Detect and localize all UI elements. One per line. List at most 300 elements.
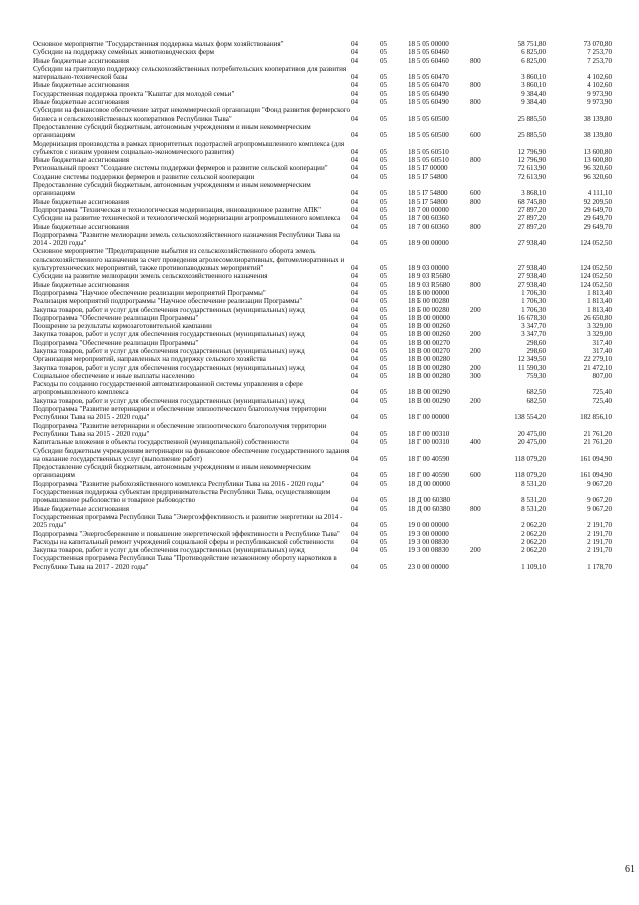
row-target-code: 18 Г 00 00310 <box>408 429 450 438</box>
row-subsection: 05 <box>380 48 388 57</box>
row-subsection: 05 <box>380 313 388 322</box>
row-amount-2021: 96 320,60 <box>583 172 612 181</box>
row-expense-type: 200 <box>470 330 481 339</box>
row-section: 04 <box>351 197 359 206</box>
row-amount-2021: 2 191,70 <box>587 529 612 538</box>
row-expense-type: 800 <box>470 280 481 289</box>
row-name: Создание системы поддержки фермеров и развитие сельской кооперации <box>33 172 255 181</box>
row-amount-2020: 27 938,40 <box>517 272 546 281</box>
row-name: Субсидии бюджетным учреждениям ветеринарии на финансовое обеспечение государственного задания на оказание государственных услуг (выполнение работ) <box>33 446 350 463</box>
row-expense-type <box>470 272 498 280</box>
row-target-code: 18 7 00 00000 <box>408 205 449 214</box>
row-amount-2020: 27 897,20 <box>517 214 546 223</box>
row-name: Подпрограмма "Техническая и технологическая модернизация, инновационное развитие АПК" <box>33 205 322 214</box>
table-row <box>33 505 612 513</box>
row-section: 04 <box>351 546 359 555</box>
row-amount-2021: 96 320,60 <box>583 164 612 173</box>
row-name: Иные бюджетные ассигнования <box>33 98 130 107</box>
row-amount-2021: 124 052,50 <box>580 272 612 281</box>
table-row <box>33 530 612 538</box>
row-amount-2020: 6 825,00 <box>521 56 546 65</box>
row-section: 04 <box>351 297 359 306</box>
row-amount-2021: 38 139,80 <box>583 131 612 140</box>
row-amount-2020: 9 384,40 <box>521 98 546 107</box>
row-subsection: 05 <box>380 396 388 405</box>
row-section: 04 <box>351 48 359 57</box>
row-expense-type <box>470 405 498 422</box>
table-row <box>33 123 612 140</box>
row-target-code: 19 3 00 00000 <box>408 529 449 538</box>
row-name: Иные бюджетные ассигнования <box>33 280 130 289</box>
row-subsection: 05 <box>380 131 388 140</box>
row-expense-type: 300 <box>470 371 481 380</box>
row-target-code: 18 В 00 00000 <box>408 313 450 322</box>
row-name: Подпрограмма "Развитие мелиорации земель сельскохозяйственного назначения Республики Тыва на 2014 - 2020 годы" <box>33 230 341 248</box>
table-row <box>33 140 612 157</box>
row-expense-type: 600 <box>470 471 481 480</box>
row-section: 04 <box>351 156 359 165</box>
row-target-code: 18 В 00 00260 <box>408 322 450 331</box>
row-section: 04 <box>351 479 359 488</box>
row-subsection: 05 <box>380 214 388 223</box>
row-expense-type: 400 <box>470 438 481 447</box>
row-amount-2021: 9 067,20 <box>587 479 612 488</box>
row-expense-type: 600 <box>470 189 481 198</box>
row-section: 04 <box>351 81 359 90</box>
row-target-code: 18 Б 00 00280 <box>408 305 450 314</box>
row-amount-2021: 725,40 <box>592 396 612 405</box>
table-row <box>33 106 612 123</box>
row-target-code: 18 В 00 00290 <box>408 388 450 397</box>
row-amount-2021: 725,40 <box>592 388 612 397</box>
row-section: 04 <box>351 189 359 198</box>
row-section: 04 <box>351 172 359 181</box>
row-amount-2021: 1 178,70 <box>587 562 612 571</box>
row-target-code: 18 Б 00 00000 <box>408 288 450 297</box>
row-expense-type <box>470 530 498 538</box>
row-name: Субсидии на развитие технической и технологической модернизации агропромышленного комплекса <box>33 214 341 223</box>
row-amount-2020: 3 347,70 <box>521 322 546 331</box>
row-amount-2020: 9 384,40 <box>521 89 546 98</box>
row-subsection: 05 <box>380 164 388 173</box>
table-row <box>33 339 612 347</box>
row-subsection: 05 <box>380 496 388 505</box>
table-row <box>33 546 612 554</box>
row-target-code: 18 В 00 00260 <box>408 330 450 339</box>
row-subsection: 05 <box>380 73 388 82</box>
row-section: 04 <box>351 396 359 405</box>
row-target-code: 18 Д 00 00000 <box>408 479 451 488</box>
row-name: Закупка товаров, работ и услуг для обеспечения государственных (муниципальных) нужд <box>33 363 305 372</box>
table-row <box>33 98 612 106</box>
table-row <box>33 40 612 48</box>
row-name: Субсидии на поддержку семейных животноводческих ферм <box>33 48 215 57</box>
row-subsection: 05 <box>380 537 388 546</box>
row-target-code: 18 9 03 R5680 <box>408 272 450 281</box>
row-target-code: 18 9 03 R5680 <box>408 280 450 289</box>
row-subsection: 05 <box>380 239 388 248</box>
row-expense-type <box>470 488 498 505</box>
row-amount-2020: 20 475,00 <box>517 429 546 438</box>
table-row <box>33 422 612 439</box>
table-row <box>33 330 612 338</box>
row-expense-type <box>470 231 498 248</box>
table-row <box>33 372 612 380</box>
row-target-code: 18 В 00 00280 <box>408 355 450 364</box>
row-expense-type <box>470 90 498 98</box>
row-amount-2020: 8 531,20 <box>521 504 546 513</box>
row-amount-2021: 29 649,70 <box>583 214 612 223</box>
row-expense-type <box>470 538 498 546</box>
row-amount-2021: 4 102,60 <box>587 81 612 90</box>
row-subsection: 05 <box>380 280 388 289</box>
row-name: Закупка товаров, работ и услуг для обеспечения государственных (муниципальных) нужд <box>33 546 305 555</box>
row-amount-2021: 29 649,70 <box>583 222 612 231</box>
row-target-code: 18 5 05 60510 <box>408 156 449 165</box>
row-expense-type <box>470 214 498 222</box>
row-amount-2021: 29 649,70 <box>583 205 612 214</box>
row-amount-2020: 3 860,10 <box>521 81 546 90</box>
row-section: 04 <box>351 471 359 480</box>
row-target-code: 18 5 I7 54800 <box>408 189 448 198</box>
row-section: 04 <box>351 305 359 314</box>
row-amount-2021: 7 253,70 <box>587 56 612 65</box>
row-amount-2020: 1 109,10 <box>521 562 546 571</box>
row-subsection: 05 <box>380 147 388 156</box>
row-subsection: 05 <box>380 81 388 90</box>
row-amount-2021: 124 052,50 <box>580 239 612 248</box>
row-target-code: 18 5 05 60490 <box>408 98 449 107</box>
table-row <box>33 272 612 280</box>
row-target-code: 18 5 05 00000 <box>408 40 449 48</box>
row-expense-type: 200 <box>470 396 481 405</box>
table-row <box>33 297 612 305</box>
row-name: Закупка товаров, работ и услуг для обеспечения государственных (муниципальных) нужд <box>33 396 305 405</box>
row-expense-type: 800 <box>470 156 481 165</box>
row-amount-2021: 2 191,70 <box>587 537 612 546</box>
row-expense-type <box>470 40 498 48</box>
row-expense-type <box>470 140 498 157</box>
row-name: Подпрограмма "Научное обеспечение реализации мероприятий Программы" <box>33 288 266 297</box>
table-row <box>33 513 612 530</box>
row-section: 04 <box>351 147 359 156</box>
row-subsection: 05 <box>380 222 388 231</box>
row-amount-2021: 317,40 <box>592 346 612 355</box>
row-amount-2021: 38 139,80 <box>583 114 612 123</box>
row-expense-type <box>470 48 498 56</box>
row-name: Поощрение за результаты кормозаготовительной кампании <box>33 322 212 331</box>
row-name: Иные бюджетные ассигнования <box>33 504 130 513</box>
row-name: Иные бюджетные ассигнования <box>33 222 130 231</box>
row-amount-2021: 21 761,20 <box>583 429 612 438</box>
row-amount-2020: 25 885,50 <box>517 114 546 123</box>
row-subsection: 05 <box>380 40 388 48</box>
row-amount-2020: 68 745,80 <box>517 197 546 206</box>
row-subsection: 05 <box>380 330 388 339</box>
row-expense-type: 200 <box>470 346 481 355</box>
row-amount-2021: 9 067,20 <box>587 504 612 513</box>
row-amount-2021: 26 650,80 <box>583 313 612 322</box>
row-name: Иные бюджетные ассигнования <box>33 156 130 165</box>
row-subsection: 05 <box>380 346 388 355</box>
row-subsection: 05 <box>380 288 388 297</box>
row-target-code: 18 Г 00 40590 <box>408 454 450 463</box>
row-section: 04 <box>351 288 359 297</box>
table-row <box>33 554 612 571</box>
row-name: Закупка товаров, работ и услуг для обеспечения государственных (муниципальных) нужд <box>33 330 305 339</box>
row-amount-2021: 9 973,90 <box>587 98 612 107</box>
row-amount-2021: 2 191,70 <box>587 521 612 530</box>
row-amount-2020: 8 531,20 <box>521 479 546 488</box>
row-name: Предоставление субсидий бюджетным, автономным учреждениям и иным некоммерческим организациям <box>33 122 311 140</box>
row-expense-type <box>470 355 498 363</box>
row-section: 04 <box>351 272 359 281</box>
row-target-code: 18 5 05 60500 <box>408 114 449 123</box>
row-amount-2020: 12 796,90 <box>517 156 546 165</box>
table-row <box>33 538 612 546</box>
row-expense-type: 600 <box>470 131 481 140</box>
row-section: 04 <box>351 313 359 322</box>
row-section: 04 <box>351 322 359 331</box>
table-row <box>33 164 612 172</box>
row-target-code: 18 В 00 00290 <box>408 396 450 405</box>
row-subsection: 05 <box>380 297 388 306</box>
row-name: Региональный проект "Создание системы поддержки фермеров и развитие сельской кооперации" <box>33 164 328 173</box>
table-row <box>33 306 612 314</box>
row-amount-2020: 118 079,20 <box>514 454 546 463</box>
row-amount-2021: 3 329,00 <box>587 330 612 339</box>
row-target-code: 18 В 00 00270 <box>408 338 450 347</box>
row-name: Подпрограмма "Развитие рыбохозяйственного комплекса Республики Тыва на 2016 - 2020 годы" <box>33 479 325 488</box>
row-target-code: 18 5 05 60470 <box>408 73 449 82</box>
row-amount-2020: 16 678,30 <box>517 313 546 322</box>
table-row <box>33 198 612 206</box>
row-section: 04 <box>351 454 359 463</box>
row-expense-type: 800 <box>470 504 481 513</box>
row-expense-type <box>470 513 498 530</box>
table-row <box>33 347 612 355</box>
row-name: Предоставление субсидий бюджетным, автономным учреждениям и иным некоммерческим организациям <box>33 463 311 480</box>
row-amount-2020: 6 825,00 <box>521 48 546 57</box>
row-amount-2021: 4 102,60 <box>587 73 612 82</box>
row-subsection: 05 <box>380 363 388 372</box>
row-expense-type <box>470 314 498 322</box>
row-subsection: 05 <box>380 429 388 438</box>
row-amount-2021: 73 070,80 <box>583 40 612 48</box>
row-target-code: 19 0 00 00000 <box>408 521 449 530</box>
row-target-code: 18 5 05 60470 <box>408 81 449 90</box>
row-expense-type <box>470 322 498 330</box>
table-row <box>33 81 612 89</box>
budget-table <box>33 40 612 571</box>
row-name: Государственная программа Республики Тыва "Энергоэффективность и развитие энергетики на 2014 - 2025 годы" <box>33 512 343 530</box>
row-section: 04 <box>351 214 359 223</box>
row-amount-2021: 13 600,80 <box>583 156 612 165</box>
row-target-code: 18 5 05 60490 <box>408 89 449 98</box>
page-number: 61 <box>625 864 635 875</box>
table-row <box>33 48 612 56</box>
row-amount-2020: 759,30 <box>526 371 546 380</box>
row-amount-2020: 1 706,30 <box>521 288 546 297</box>
row-subsection: 05 <box>380 197 388 206</box>
row-amount-2020: 3 347,70 <box>521 330 546 339</box>
table-row <box>33 231 612 248</box>
row-amount-2020: 12 796,90 <box>517 147 546 156</box>
row-amount-2020: 1 706,30 <box>521 305 546 314</box>
row-section: 04 <box>351 413 359 422</box>
row-target-code: 19 3 00 08830 <box>408 537 449 546</box>
row-amount-2020: 3 868,10 <box>521 189 546 198</box>
row-name: Государственная поддержка субъектам предпринимательства Республики Тыва, осуществляющим промышленное рыболовство и товарное рыбоводство <box>33 488 331 505</box>
row-section: 04 <box>351 222 359 231</box>
row-amount-2020: 58 751,80 <box>517 40 546 48</box>
row-name: Государственная программа Республики Тыва "Противодействие незаконному обороту наркотиков в Республике Тыва на 2017 - 2020 годы" <box>33 554 337 571</box>
row-expense-type <box>470 247 498 272</box>
row-name: Субсидии на финансовое обеспечение затрат некоммерческой организации "Фонд развития фермерского бизнеса и сельскохозяйственных кооперативов Республики Тыва" <box>33 106 351 123</box>
row-section: 04 <box>351 73 359 82</box>
row-subsection: 05 <box>380 264 388 273</box>
table-row <box>33 223 612 231</box>
row-amount-2020: 72 613,90 <box>517 172 546 181</box>
row-name: Иные бюджетные ассигнования <box>33 81 130 90</box>
row-amount-2020: 2 062,20 <box>521 537 546 546</box>
row-name: Подпрограмма "Развитие ветеринарии и обеспечение эпизоотического благополучия территории Республики Тыва на 2015 - 2020 годы" <box>33 421 327 438</box>
table-row <box>33 214 612 222</box>
row-amount-2020: 27 938,40 <box>517 264 546 273</box>
row-section: 04 <box>351 131 359 140</box>
row-name: Государственная поддержка проекта "Кыштаг для молодой семьи" <box>33 89 235 98</box>
row-amount-2021: 4 111,10 <box>587 189 612 198</box>
table-row <box>33 314 612 322</box>
row-target-code: 18 Г 00 00310 <box>408 438 450 447</box>
row-name: Расходы на капитальный ремонт учреждений социальной сферы и республиканской собственности <box>33 537 334 546</box>
row-subsection: 05 <box>380 562 388 571</box>
table-row <box>33 438 612 446</box>
row-expense-type: 800 <box>470 81 481 90</box>
row-amount-2021: 807,00 <box>592 371 612 380</box>
row-amount-2021: 1 813,40 <box>587 297 612 306</box>
row-amount-2021: 182 856,10 <box>580 413 612 422</box>
row-amount-2020: 8 531,20 <box>521 496 546 505</box>
row-subsection: 05 <box>380 338 388 347</box>
row-expense-type <box>470 289 498 297</box>
budget-table-body <box>33 40 612 571</box>
row-name: Реализация мероприятий подпрограммы "Научное обеспечение реализации Программы" <box>33 297 303 306</box>
row-section: 04 <box>351 355 359 364</box>
row-subsection: 05 <box>380 114 388 123</box>
row-expense-type <box>470 422 498 439</box>
row-amount-2021: 161 094,90 <box>580 454 612 463</box>
table-row <box>33 90 612 98</box>
row-subsection: 05 <box>380 529 388 538</box>
row-subsection: 05 <box>380 205 388 214</box>
row-amount-2020: 72 613,90 <box>517 164 546 173</box>
row-target-code: 18 Д 00 60380 <box>408 504 451 513</box>
row-name: Подпрограмма "Развитие ветеринарии и обеспечение эпизоотического благополучия территории Республики Тыва на 2015 - 2020 годы" <box>33 405 327 422</box>
row-target-code: 18 Г 00 00000 <box>408 413 450 422</box>
row-subsection: 05 <box>380 546 388 555</box>
table-row <box>33 397 612 405</box>
row-name: Закупка товаров, работ и услуг для обеспечения государственных (муниципальных) нужд <box>33 305 305 314</box>
row-name: Предоставление субсидий бюджетным, автономным учреждениям и иным некоммерческим организациям <box>33 181 311 198</box>
row-expense-type: 800 <box>470 56 481 65</box>
row-subsection: 05 <box>380 479 388 488</box>
table-row <box>33 322 612 330</box>
table-row <box>33 488 612 505</box>
row-amount-2021: 161 094,90 <box>580 471 612 480</box>
row-target-code: 18 5 I7 54800 <box>408 172 448 181</box>
row-amount-2020: 3 860,10 <box>521 73 546 82</box>
row-name: Организация мероприятий, направленных на поддержку сельского хозяйства <box>33 355 266 364</box>
table-row <box>33 247 612 272</box>
table-row <box>33 463 612 480</box>
row-subsection: 05 <box>380 438 388 447</box>
row-section: 04 <box>351 89 359 98</box>
row-amount-2020: 2 062,20 <box>521 529 546 538</box>
row-target-code: 18 В 00 00280 <box>408 371 450 380</box>
row-target-code: 18 Д 00 60380 <box>408 496 451 505</box>
row-amount-2020: 2 062,20 <box>521 521 546 530</box>
row-section: 04 <box>351 537 359 546</box>
row-amount-2020: 11 590,30 <box>517 363 546 372</box>
row-expense-type <box>470 554 498 571</box>
row-subsection: 05 <box>380 172 388 181</box>
row-target-code: 18 5 I7 00000 <box>408 164 448 173</box>
row-target-code: 23 0 00 00000 <box>408 562 449 571</box>
row-section: 04 <box>351 388 359 397</box>
row-section: 04 <box>351 562 359 571</box>
table-row <box>33 380 612 397</box>
row-section: 04 <box>351 280 359 289</box>
row-amount-2020: 682,50 <box>526 396 546 405</box>
row-target-code: 18 5 05 60460 <box>408 56 449 65</box>
row-expense-type <box>470 447 498 464</box>
row-expense-type: 200 <box>470 546 481 555</box>
row-expense-type <box>470 164 498 172</box>
row-amount-2020: 298,60 <box>526 338 546 347</box>
table-row <box>33 181 612 198</box>
row-subsection: 05 <box>380 89 388 98</box>
row-expense-type: 800 <box>470 222 481 231</box>
row-name: Подпрограмма "Обеспечение реализации Программы" <box>33 313 199 322</box>
row-expense-type <box>470 297 498 305</box>
row-target-code: 18 Г 00 40590 <box>408 471 450 480</box>
row-target-code: 19 3 00 08830 <box>408 546 449 555</box>
table-row <box>33 173 612 181</box>
row-subsection: 05 <box>380 355 388 364</box>
row-target-code: 18 7 00 60360 <box>408 222 449 231</box>
row-section: 04 <box>351 338 359 347</box>
row-amount-2021: 3 329,00 <box>587 322 612 331</box>
row-name: Подпрограмма "Энергосбережение и повышение энергетической эффективности в Республике Тыва" <box>33 529 340 538</box>
table-row <box>33 289 612 297</box>
row-amount-2020: 118 079,20 <box>514 471 546 480</box>
row-subsection: 05 <box>380 521 388 530</box>
row-amount-2020: 12 349,50 <box>517 355 546 364</box>
row-amount-2020: 1 706,30 <box>521 297 546 306</box>
row-amount-2020: 20 475,00 <box>517 438 546 447</box>
table-row <box>33 156 612 164</box>
row-expense-type <box>470 339 498 347</box>
row-target-code: 18 5 05 60510 <box>408 147 449 156</box>
row-subsection: 05 <box>380 156 388 165</box>
row-amount-2021: 9 067,20 <box>587 496 612 505</box>
row-subsection: 05 <box>380 471 388 480</box>
table-row <box>33 480 612 488</box>
row-target-code: 18 9 03 00000 <box>408 264 449 273</box>
row-amount-2020: 298,60 <box>526 346 546 355</box>
row-name: Основное мероприятие "Государственная поддержка малых форм хозяйствования" <box>33 40 284 48</box>
